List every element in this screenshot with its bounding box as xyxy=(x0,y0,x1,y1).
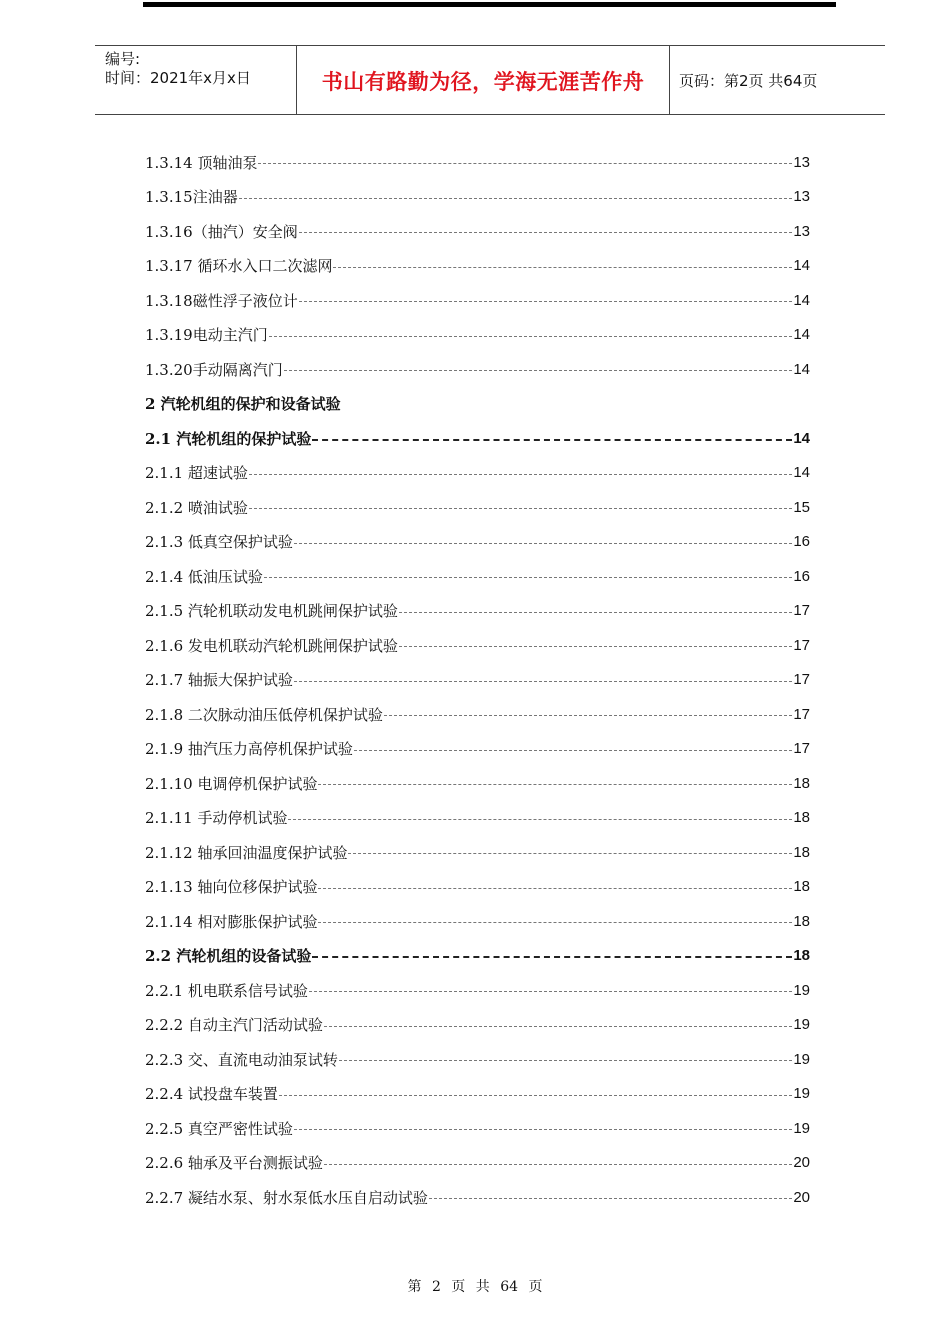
toc-entry[interactable] xyxy=(145,766,810,801)
toc-entry-label: 2.1.11 手动停机试验 xyxy=(145,809,288,828)
toc-entry[interactable] xyxy=(145,594,810,629)
toc-leader-dots xyxy=(348,852,792,854)
toc-leader-dots xyxy=(318,783,792,785)
toc-entry-page: 17 xyxy=(793,740,810,758)
toc-entry-page: 17 xyxy=(793,636,810,654)
toc-leader-dots xyxy=(288,818,792,820)
toc-leader-dots xyxy=(284,369,793,371)
toc-entry-page: 20 xyxy=(793,1188,810,1206)
toc-leader-dots xyxy=(333,266,792,268)
toc-leader-dots xyxy=(299,231,793,233)
toc-entry-page: 18 xyxy=(793,843,810,861)
toc-entry-label: 1.3.19电动主汽门 xyxy=(145,326,268,345)
toc-entry-label: 2.1.8 二次脉动油压低停机保护试验 xyxy=(145,705,383,724)
toc-entry[interactable] xyxy=(145,559,810,594)
toc-entry-label: 2.2.2 自动主汽门活动试验 xyxy=(145,1016,323,1035)
toc-leader-dots xyxy=(399,645,792,647)
toc-entry[interactable] xyxy=(145,1008,810,1043)
toc-entry-label: 2.2.6 轴承及平台测振试验 xyxy=(145,1154,323,1173)
toc-leader-dots xyxy=(239,197,793,199)
toc-entry[interactable] xyxy=(145,1111,810,1146)
toc-entry-label: 2 汽轮机组的保护和设备试验 xyxy=(145,395,341,414)
toc-entry-page: 18 xyxy=(793,878,810,896)
toc-entry[interactable] xyxy=(145,973,810,1008)
toc-entry-page: 15 xyxy=(793,498,810,516)
toc-entry-label: 2.2.1 机电联系信号试验 xyxy=(145,981,308,1000)
toc-entry-label: 2.1.1 超速试验 xyxy=(145,464,248,483)
toc-entry-page: 17 xyxy=(793,671,810,689)
toc-entry-label: 2.1 汽轮机组的保护试验 xyxy=(145,429,312,448)
toc-entry-label: 2.1.9 抽汽压力高停机保护试验 xyxy=(145,740,353,759)
toc-entry-page: 18 xyxy=(793,774,810,792)
toc-entry-page: 19 xyxy=(793,1085,810,1103)
time-label: 时间：2021年x月x日 xyxy=(105,69,251,87)
toc-entry[interactable] xyxy=(145,1146,810,1181)
toc-entry-label: 1.3.17 循环水入口二次滤网 xyxy=(145,257,333,276)
toc-leader-dots xyxy=(294,542,792,544)
toc-entry-label: 2.1.3 低真空保护试验 xyxy=(145,533,293,552)
toc-leader-dots xyxy=(312,438,792,441)
toc-entry-page: 19 xyxy=(793,1119,810,1137)
toc-entry[interactable] xyxy=(145,490,810,525)
toc-leader-dots xyxy=(249,507,792,509)
toc-entry[interactable] xyxy=(145,1042,810,1077)
header-page-label: 页码：第2页 共64页 xyxy=(679,72,818,90)
toc-entry-label: 2.1.13 轴向位移保护试验 xyxy=(145,878,318,897)
toc-entry[interactable] xyxy=(145,456,810,491)
toc-entry[interactable] xyxy=(145,697,810,732)
toc-entry[interactable] xyxy=(145,145,810,180)
toc-leader-dots xyxy=(324,1025,792,1027)
toc-leader-dots xyxy=(318,887,792,889)
toc-entry[interactable] xyxy=(145,939,810,974)
toc-entry-label: 1.3.14 顶轴油泵 xyxy=(145,153,258,172)
toc-leader-dots xyxy=(399,611,792,613)
toc-entry[interactable] xyxy=(145,387,810,422)
toc-entry-label: 2.1.10 电调停机保护试验 xyxy=(145,774,318,793)
toc-entry-label: 2.2 汽轮机组的设备试验 xyxy=(145,947,312,966)
toc-entry-label: 1.3.16（抽汽）安全阀 xyxy=(145,222,298,241)
toc-entry-label: 1.3.18磁性浮子液位计 xyxy=(145,291,298,310)
toc-leader-dots xyxy=(384,714,792,716)
toc-leader-dots xyxy=(299,300,793,302)
toc-entry-page: 18 xyxy=(793,809,810,827)
toc-entry-page: 18 xyxy=(793,912,810,930)
toc-leader-dots xyxy=(354,749,792,751)
toc-entry-label: 2.1.6 发电机联动汽轮机跳闸保护试验 xyxy=(145,636,398,655)
toc-leader-dots xyxy=(269,335,793,337)
toc-entry[interactable] xyxy=(145,421,810,456)
toc-entry-page: 19 xyxy=(793,1050,810,1068)
toc-entry-label: 2.1.12 轴承回油温度保护试验 xyxy=(145,843,348,862)
toc-entry[interactable] xyxy=(145,318,810,353)
toc-leader-dots xyxy=(312,955,792,958)
toc-entry[interactable] xyxy=(145,214,810,249)
toc-leader-dots xyxy=(429,1197,792,1199)
toc-entry-label: 2.1.14 相对膨胀保护试验 xyxy=(145,912,318,931)
header-motto: 书山有路勤为径，学海无涯苦作舟 xyxy=(321,70,645,94)
table-of-contents xyxy=(145,145,810,1215)
toc-entry-page: 17 xyxy=(793,705,810,723)
toc-leader-dots xyxy=(309,990,792,992)
toc-entry-page: 13 xyxy=(793,222,810,240)
top-rule xyxy=(143,2,836,7)
page-footer: 第 2 页 共 64 页 xyxy=(407,1279,543,1295)
toc-entry[interactable] xyxy=(145,525,810,560)
toc-leader-dots xyxy=(258,162,792,164)
toc-entry-page: 19 xyxy=(793,981,810,999)
toc-entry-page: 16 xyxy=(793,533,810,551)
toc-entry-page: 14 xyxy=(793,360,810,378)
toc-entry[interactable] xyxy=(145,663,810,698)
toc-entry-label: 2.1.4 低油压试验 xyxy=(145,567,263,586)
toc-entry-page: 13 xyxy=(793,153,810,171)
toc-entry-label: 2.2.3 交、直流电动油泵试转 xyxy=(145,1050,338,1069)
toc-entry[interactable] xyxy=(145,283,810,318)
toc-entry[interactable] xyxy=(145,835,810,870)
toc-leader-dots xyxy=(249,473,792,475)
toc-entry-label: 2.2.4 试投盘车装置 xyxy=(145,1085,278,1104)
toc-entry-page: 14 xyxy=(793,326,810,344)
toc-entry-page: 14 xyxy=(793,464,810,482)
toc-entry-page: 14 xyxy=(793,291,810,309)
toc-leader-dots xyxy=(279,1094,792,1096)
toc-entry[interactable] xyxy=(145,628,810,663)
toc-leader-dots xyxy=(294,680,792,682)
toc-entry[interactable] xyxy=(145,352,810,387)
toc-entry-label: 2.2.7 凝结水泵、射水泵低水压自启动试验 xyxy=(145,1188,428,1207)
toc-entry[interactable] xyxy=(145,249,810,284)
toc-entry-page: 14 xyxy=(793,429,810,447)
toc-leader-dots xyxy=(318,921,792,923)
toc-leader-dots xyxy=(294,1128,792,1130)
toc-entry[interactable] xyxy=(145,801,810,836)
toc-entry[interactable] xyxy=(145,904,810,939)
toc-entry-page: 18 xyxy=(793,947,810,965)
toc-entry-page: 14 xyxy=(793,257,810,275)
toc-entry-label: 2.1.2 喷油试验 xyxy=(145,498,248,517)
toc-entry-page: 17 xyxy=(793,602,810,620)
toc-entry[interactable] xyxy=(145,1077,810,1112)
toc-entry-label: 1.3.20手动隔离汽门 xyxy=(145,360,283,379)
toc-entry-page: 13 xyxy=(793,188,810,206)
toc-entry[interactable] xyxy=(145,180,810,215)
page-header xyxy=(95,45,885,115)
toc-entry-label: 2.1.7 轴振大保护试验 xyxy=(145,671,293,690)
toc-entry-page: 20 xyxy=(793,1154,810,1172)
toc-entry-page: 16 xyxy=(793,567,810,585)
toc-entry[interactable] xyxy=(145,732,810,767)
toc-entry[interactable] xyxy=(145,870,810,905)
toc-leader-dots xyxy=(264,576,792,578)
toc-entry-label: 2.2.5 真空严密性试验 xyxy=(145,1119,293,1138)
toc-entry-label: 2.1.5 汽轮机联动发电机跳闸保护试验 xyxy=(145,602,398,621)
header-divider xyxy=(669,46,670,114)
toc-entry[interactable] xyxy=(145,1180,810,1215)
header-meta xyxy=(105,50,251,88)
number-label: 编号: xyxy=(105,50,141,68)
toc-leader-dots xyxy=(324,1163,792,1165)
toc-entry-page: 19 xyxy=(793,1016,810,1034)
toc-leader-dots xyxy=(339,1059,792,1061)
toc-entry-label: 1.3.15注油器 xyxy=(145,188,238,207)
